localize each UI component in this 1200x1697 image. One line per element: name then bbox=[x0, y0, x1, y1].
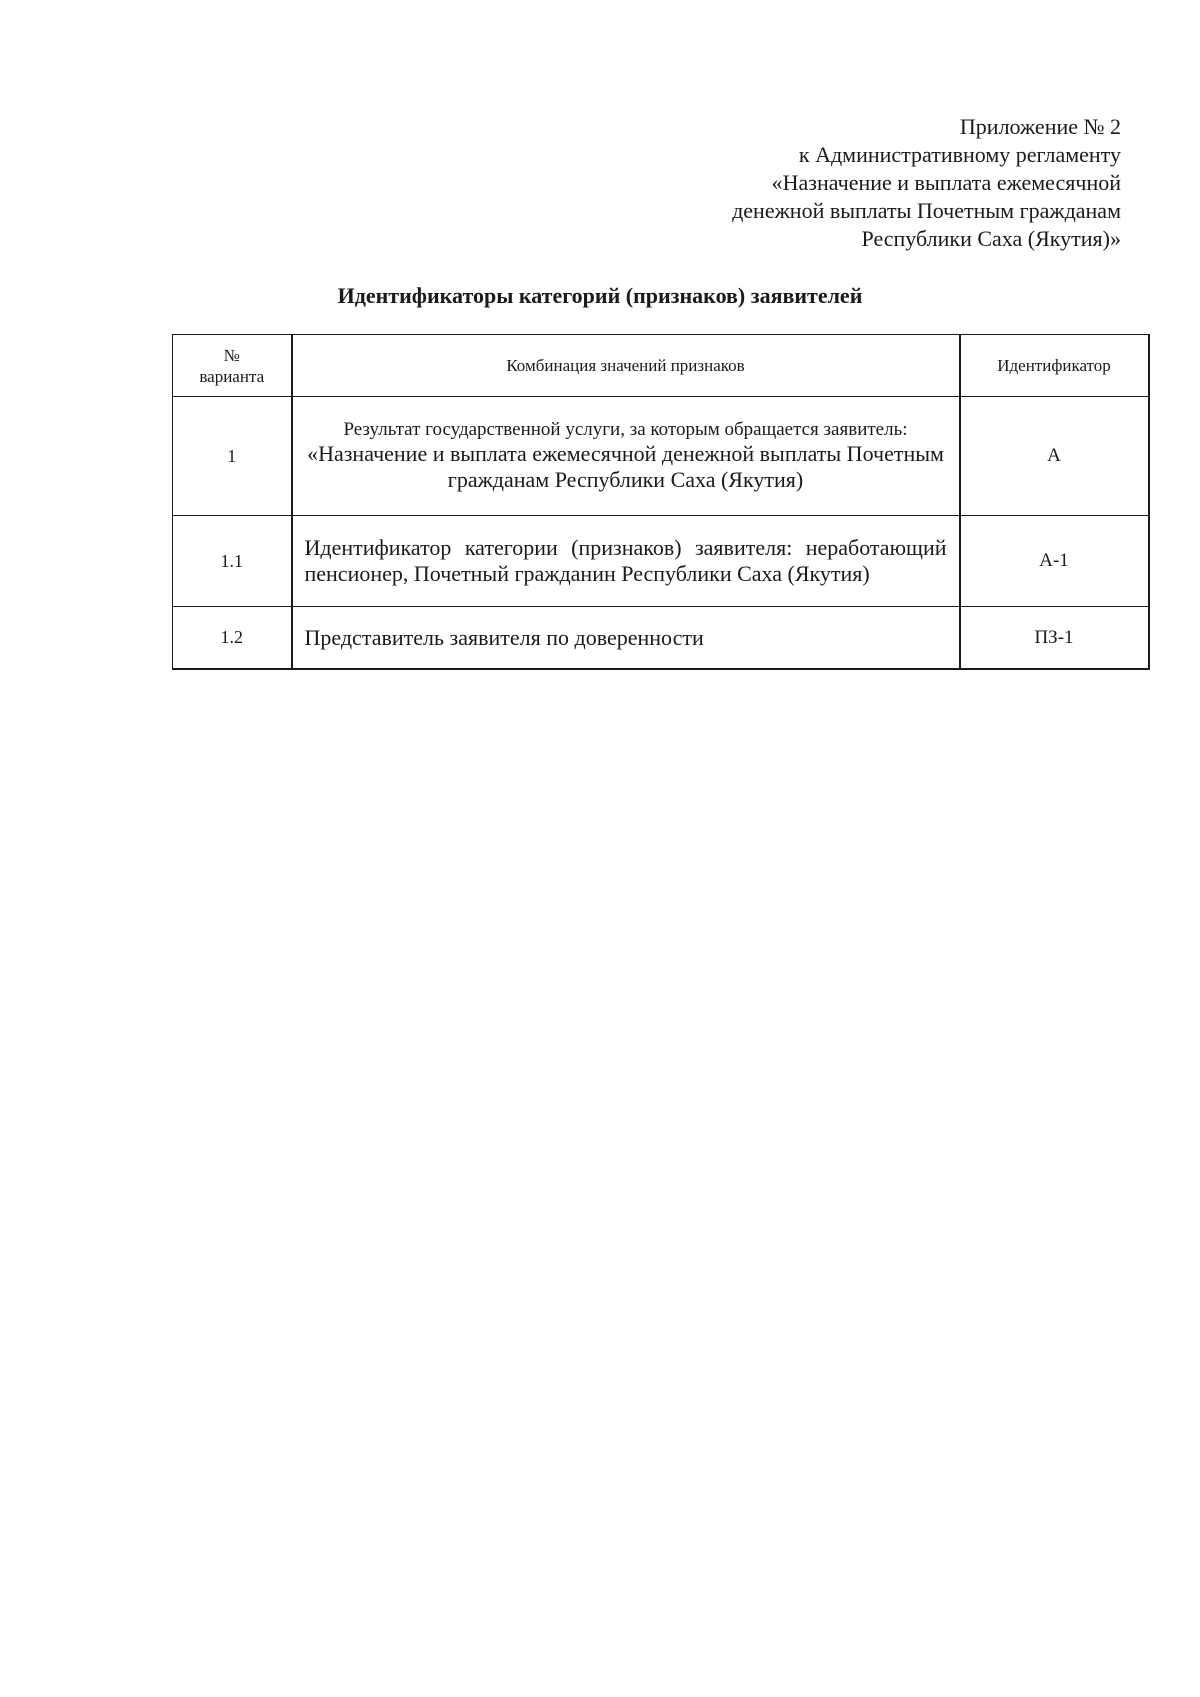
document-title: Идентификаторы категорий (признаков) заявителей bbox=[337, 283, 863, 308]
appendix-line: «Назначение и выплата ежемесячной bbox=[771, 170, 1121, 195]
appendix-header bbox=[521, 113, 1121, 253]
appendix-line: Республики Саха (Якутия)» bbox=[861, 226, 1121, 251]
header-variant-label: варианта bbox=[199, 366, 265, 386]
row-number: 1 bbox=[173, 397, 292, 516]
row-content bbox=[292, 397, 960, 516]
header-combination: Комбинация значений признаков bbox=[292, 335, 960, 397]
row-content: Представитель заявителя по доверенности bbox=[292, 607, 960, 670]
table-row bbox=[173, 607, 1149, 670]
table-header-row bbox=[173, 335, 1149, 397]
row-identifier: А-1 bbox=[960, 516, 1149, 607]
appendix-line: Приложение № 2 bbox=[959, 114, 1121, 139]
row-number: 1.2 bbox=[173, 607, 292, 670]
header-variant-number bbox=[173, 335, 292, 397]
header-number-sign: № bbox=[223, 345, 240, 365]
row-identifier: А bbox=[960, 397, 1149, 516]
row-content-intro: Результат государственной услуги, за которым обращается заявитель: bbox=[343, 419, 908, 440]
appendix-line: денежной выплаты Почетным гражданам bbox=[732, 198, 1121, 223]
header-identifier: Идентификатор bbox=[960, 335, 1149, 397]
appendix-line: к Административному регламенту bbox=[798, 142, 1121, 167]
row-content-service: «Назначение и выплата ежемесячной денежной выплаты Почетным гражданам Республики Саха (Якутия) bbox=[307, 441, 944, 492]
identifiers-table bbox=[172, 334, 1150, 670]
table-row bbox=[173, 397, 1149, 516]
row-number: 1.1 bbox=[173, 516, 292, 607]
row-identifier: ПЗ-1 bbox=[960, 607, 1149, 670]
row-content: Идентификатор категории (признаков) заявителя: неработающий пенсионер, Почетный гражданин Республики Саха (Якутия) bbox=[292, 516, 960, 607]
table-row bbox=[173, 516, 1149, 607]
